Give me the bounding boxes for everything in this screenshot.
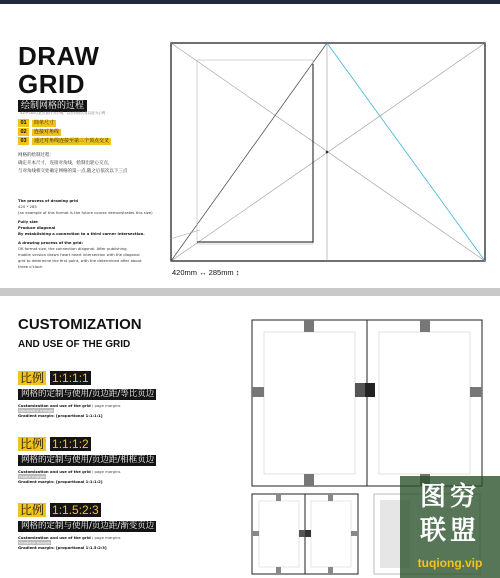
- step-item: [18, 137, 111, 145]
- en-fully: Fully size: [18, 219, 38, 224]
- en-connection: By establishing a connection to a third corner intersection.: [18, 231, 145, 236]
- ratio-label: 比例: [20, 436, 45, 451]
- ratio-meta-line: Customization and use of the grid: [18, 535, 91, 540]
- en-produce: Produce diagonal: [18, 225, 56, 230]
- cn-line: 网格的绘制过程：: [18, 153, 54, 158]
- ratio-meta-proportion: Gradient margin: [proportional 1:1.5:2:3]: [18, 545, 107, 551]
- step-text: 连接对角线: [34, 128, 60, 135]
- step-text: 简单尺寸: [34, 119, 55, 126]
- watermark-site: tuqiong.vip: [417, 556, 483, 570]
- tiny-caption: 420*285以此页面作为示例，以后的格式将以此为示例: [20, 111, 106, 115]
- ratio-cn-title: 网格的定制与使用/页边距/等比页边: [18, 389, 156, 400]
- draw-grid-page: [0, 4, 500, 288]
- spread-diagram-equal: [252, 320, 482, 486]
- ratio-section: [18, 436, 156, 485]
- ratio-meta-suffix: / page margins: [91, 403, 121, 408]
- subtitle-cn-label: 绘制网格的过程: [18, 100, 87, 112]
- cn-paragraph: [18, 152, 168, 176]
- customization-subtitle: AND USE OF THE GRID: [18, 339, 131, 350]
- step-number: 01: [18, 119, 29, 127]
- en-description: [18, 198, 168, 270]
- steps-list: [18, 119, 111, 146]
- title-line-grid: GRID: [18, 69, 85, 99]
- ratio-meta-suffix: / page margins: [91, 469, 121, 474]
- step-item: [18, 119, 111, 127]
- ratio-meta-line: Customization and use of the grid: [18, 403, 91, 408]
- en-heading: The process of drawing grid: [18, 198, 78, 203]
- draw-grid-title: [18, 42, 99, 98]
- watermark-line-1: 图穷: [419, 482, 480, 512]
- ratio-label: 比例: [20, 502, 45, 517]
- customization-title: CUSTOMIZATION: [18, 316, 142, 333]
- cn-line: 确定开本尺寸，连接对角线，绘制出轮心交点，: [18, 161, 113, 166]
- step-text: 通过对角线连接至第三个顶点交叉: [34, 137, 110, 144]
- en-drawing-process: A drawing process of the grid:: [18, 240, 83, 245]
- en-note: (an example of this format is the future course demonstrates this size): [18, 210, 153, 215]
- ratio-section: [18, 370, 156, 419]
- ratio-meta-proportion: Gradient margin: [proportional 1:1:1:2]: [18, 479, 103, 485]
- ratio-value: 1:1.5:2:3: [52, 502, 99, 517]
- ratio-section: [18, 502, 156, 551]
- grid-construction-drawing: [170, 42, 488, 264]
- dimensions-label: 420mm ↔ 285mm ↕: [172, 268, 240, 277]
- spread-diagram-frame: [252, 494, 358, 574]
- ratio-meta-type: Frame margin: [19, 474, 46, 480]
- ratio-meta-proportion: Gradient margin: [proportional 1:1:1:1]: [18, 413, 103, 419]
- watermark-line-2: 联盟: [419, 516, 480, 546]
- ratio-meta-line: Customization and use of the grid: [18, 469, 91, 474]
- step-number: 03: [18, 137, 29, 145]
- ratio-meta-type: Gradient margin: [19, 540, 51, 546]
- ratio-meta-type: Geometric margin: [19, 408, 54, 414]
- step-item: [18, 128, 111, 136]
- en-size: 420 * 285: [18, 204, 37, 209]
- en-body-line: OK format size, the connection diagonal. After publishing: [18, 246, 127, 251]
- ratio-value: 1:1:1:2: [52, 436, 89, 451]
- ratio-cn-title: 网格的定制与使用/页边距/渐变页边: [18, 521, 156, 532]
- ratio-label: 比例: [20, 370, 45, 385]
- en-body-line: three o'clock: [18, 264, 43, 269]
- cn-line: 与对角线相交处确定网格的第一点,随之后依次以下三点: [18, 169, 128, 174]
- en-body-line: mobile version drawn heart heart intersection with the diagonal: [18, 252, 140, 257]
- en-body-line: grid to determine the first point, with the determined after about: [18, 258, 142, 263]
- ratio-cn-title: 网格的定制与使用/页边距/相框页边: [18, 455, 156, 466]
- title-line-draw: DRAW: [18, 41, 100, 71]
- ratio-value: 1:1:1:1: [52, 370, 89, 385]
- step-number: 02: [18, 128, 29, 136]
- watermark-logo: [400, 476, 500, 578]
- ratio-meta-suffix: / page margins: [91, 535, 121, 540]
